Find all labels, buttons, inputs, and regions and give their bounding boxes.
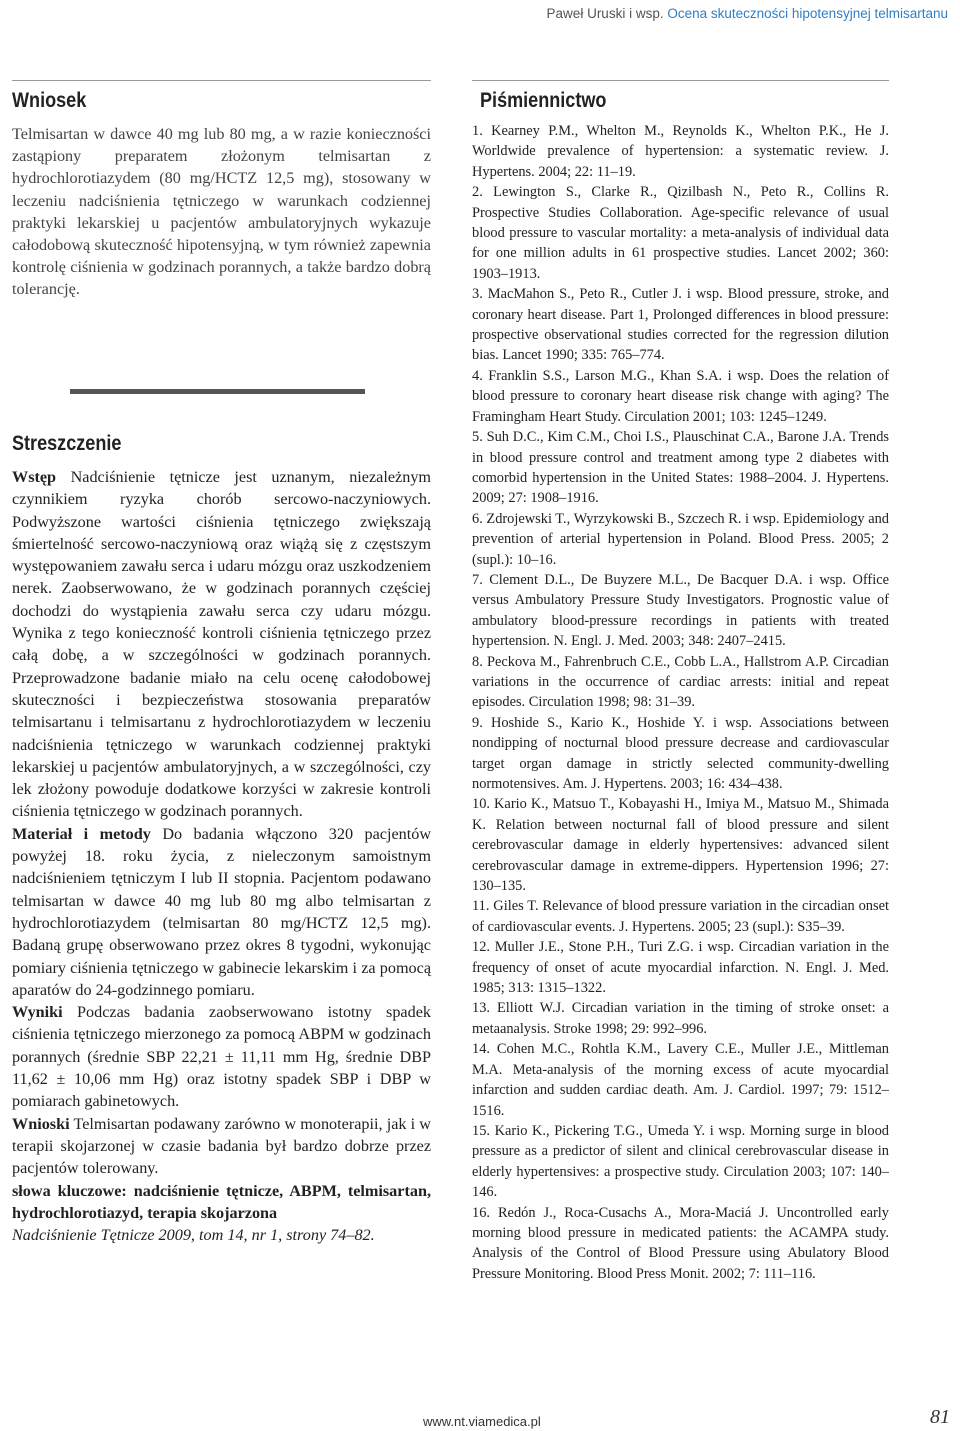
reference-item: 1. Kearney P.M., Whelton M., Reynolds K., Whelton P.K., He J. Worldwide prevalence of hypertension: a systematic review. J. Hypertens. 2004; 22: 11–19. [472, 123, 889, 180]
wnioski-label: Wnioski [12, 1114, 70, 1133]
reference-item: 4. Franklin S.S., Larson M.G., Khan S.A. i wsp. Does the relation of blood pressure to coronary heart disease risk change with aging? The Framingham Heart Study. Circulation 2001; 103: 1245–1249. [472, 367, 889, 425]
citation: Nadciśnienie Tętnicze 2009, tom 14, nr 1, strony 74–82. [12, 1226, 375, 1245]
reference-item: 11. Giles T. Relevance of blood pressure variation in the circadian onset of cardiovascular events. J. Hypertens. 2005; 23 (supl.): S35–39. [472, 898, 889, 935]
reference-item: 2. Lewington S., Clarke R., Qizilbash N., Peto R., Collins R. Prospective Studies Collaboration. Age-specific relevance of usual blood pressure to vascular mortality: a meta-analysis of individual data for one million adults in 61 prospective studies. Lancet 2002; 360: 1903–1913. [472, 184, 889, 282]
reference-item: 12. Muller J.E., Stone P.H., Turi Z.G. i wsp. Circadian variation in the frequency of onset of acute myocardial infarction. N. Engl. J. Med. 1985; 313: 1315–1322. [472, 939, 889, 997]
reference-item: 6. Zdrojewski T., Wyrzykowski B., Szczech R. i wsp. Epidemiology and prevention of arterial hypertension in Poland. Blood Press. 2005; 2 (supl.): 10–16. [472, 510, 889, 568]
reference-item: 15. Kario K., Pickering T.G., Umeda Y. i wsp. Morning surge in blood pressure as a predictor of silent and clinical cerebrovascular disease in elderly hypertensives: a prospective study. Circulation 2003; 107: 140–146. [472, 1122, 889, 1201]
reference-item: 16. Redón J., Roca-Cusachs A., Mora-Maciá J. Uncontrolled early morning blood pressure in medicated patients: the ACAMPA study. Analysis of the Control of Blood Pressure using Abulatory Blood Pressure Monitoring. Blood Press Monit. 2002; 7: 111–116. [472, 1204, 889, 1282]
reference-list [472, 121, 889, 1284]
wstep-label: Wstęp [12, 468, 57, 486]
wyniki-label: Wyniki [12, 1003, 63, 1022]
journal-url[interactable]: www.nt.viamedica.pl [423, 1414, 541, 1429]
reference-item: 7. Clement D.L., De Buyzere M.L., De Bacquer D.A. i wsp. Office versus Ambulatory Pressure Study Investigators. Prognostic value of ambulatory blood-pressure recordings in patients with treated hypertension. N. Engl. J. Med. 2003; 348: 2407–2415. [472, 571, 889, 650]
column-rule-right [472, 80, 889, 81]
reference-item: 13. Elliott W.J. Circadian variation in the timing of stroke onset: a metaanalysis. Stroke 1998; 29: 992–996. [472, 1000, 889, 1037]
references-heading: Piśmiennictwo [480, 89, 607, 112]
reference-item: 9. Hoshide S., Kario K., Hoshide Y. i wsp. Associations between nondipping of nocturnal blood pressure decrease and cardiovascular target organ damage in strictly selected community-dwelling normotensives. Am. J. Hypertens. 2003; 16: 434–438. [472, 714, 889, 792]
metody-label: Materiał i metody [12, 824, 151, 843]
wniosek-heading: Wniosek [12, 89, 87, 112]
reference-item: 10. Kario K., Matsuo T., Kobayashi H., Imiya M., Matsuo M., Shimada K. Relation between nocturnal fall of blood pressure and silent cerebrovascular damage in elderly hypertensives: advanced silent cerebrovascular damage in extreme-dippers. Hypertension 1996; 27: 130–135. [472, 796, 889, 895]
metody-text: Do badania włączono 320 pacjentów powyżej 18. roku życia, z nieleczonym samoistnym nadciśnieniem tętniczym I lub II stopnia. Pacjentom podawano telmisartan w dawce 40 mg lub 80 mg albo telmisartan z hydrochlorotiazydem (telmisartan 80 mg/HCTZ 12,5 mg). Badaną grupę obserwowano przez okres 8 tygodni, wykonując pomiary ciśnienia tętniczego w gabinecie lekarskim i za pomocą aparatów do 24-godzinnego pomiaru. [12, 824, 432, 999]
streszczenie-heading: Streszczenie [12, 432, 122, 455]
wyniki-text: Podczas badania zaobserwowano istotny spadek ciśnienia tętniczego mierzonego za pomocą ABPM w godzinach porannych (średnie SBP 22,21 ± 11,11 mm Hg, średnie DBP 11,62 ± 10,06 mm Hg) oraz istotny spadek SBP i DBP w pomiarach gabinetowych. [12, 1003, 431, 1111]
reference-item: 5. Suh D.C., Kim C.M., Choi I.S., Plauschinat C.A., Barone J.A. Trends in blood pressure control and treatment among type 2 diabetes with comorbid hypertension in the United States: 1988–2004. J. Hypertens. 2009; 27: 1908–1916. [472, 429, 889, 507]
reference-item: 8. Peckova M., Fahrenbruch C.E., Cobb L.A., Hallstrom A.P. Circadian variations in the occurrence of cardiac arrests: initial and repeat episodes. Circulation 1998; 98: 31–39. [472, 653, 889, 711]
column-rule-left [12, 80, 431, 81]
header-authors: Paweł Uruski i wsp. [546, 6, 664, 21]
page-number: 81 [930, 1406, 950, 1428]
reference-item: 3. MacMahon S., Peto R., Cutler J. i wsp. Blood pressure, stroke, and coronary heart disease. Part 1, Prolonged differences in blood pressure: prospective observational studies corrected for the regression dilution bias. Lancet 1990; 335: 765–774. [472, 286, 889, 364]
section-divider [70, 389, 365, 394]
keywords: słowa kluczowe: nadciśnienie tętnicze, ABPM, telmisartan, hydrochlorotiazyd, terapia skojarzona [12, 1181, 431, 1222]
wnioski-text: Telmisartan podawany zarówno w monoterapii, jak i w terapii skojarzonej w czasie badania był bardzo dobrze przez pacjentów tolerowany. [12, 1114, 431, 1178]
wstep-text: Nadciśnienie tętnicze jest uznanym, niezależnym czynnikiem ryzyka chorób sercowo-naczyniowych. Podwyższone wartości ciśnienia tętniczego zwiększają śmiertelność sercowo-naczyniową oraz wiążą się z częstszym występowaniem zawału serca i udaru mózgu oraz uszkodzeniem nerek. Zaobserwowano, że w godzinach porannych częściej dochodzi do wystąpienia zawału serca czy udaru mózgu. Wynika z tego konieczność kontroli ciśnienia tętniczego przez całą dobę, a w szczególności w godzinach porannych. Przeprowadzone badanie miało na celu ocenę całodobowej skuteczności i bezpieczeństwa stosowania preparatów telmisartanu i telmisartanu z hydrochlorotiazydem w leczeniu nadciśnienia tętniczego w warunkach codziennej praktyki lekarskiej u pacjentów ambulatoryjnych, a w szczególności, czy lek złożony powoduje dodatkowe korzyści w zakresie kontroli ciśnienia tętniczego w godzinach porannych. [12, 468, 432, 821]
running-header [547, 6, 948, 21]
wniosek-body: Telmisartan w dawce 40 mg lub 80 mg, a w razie konieczności zastąpiony preparatem złożonym telmisartan z hydrochlorotiazydem (80 mg/HCTZ 12,5 mg), stosowany w leczeniu nadciśnienia tętniczego w warunkach codziennej praktyki lekarskiej u pacjentów ambulatoryjnych wykazuje całodobową skuteczność hipotensyjną, w tym również zapewnia kontrolę ciśnienia w godzinach porannych, a także bardzo dobrą tolerancję. [12, 125, 431, 299]
streszczenie-body [12, 466, 431, 1246]
header-title: Ocena skuteczności hipotensyjnej telmisartanu [667, 6, 948, 21]
reference-item: 14. Cohen M.C., Rohtla K.M., Lavery C.E., Muller J.E., Mittleman M.A. Meta-analysis of the morning excess of acute myocardial infarction and sudden cardiac death. Am. J. Cardiol. 1997; 79: 1512–1516. [472, 1041, 889, 1119]
